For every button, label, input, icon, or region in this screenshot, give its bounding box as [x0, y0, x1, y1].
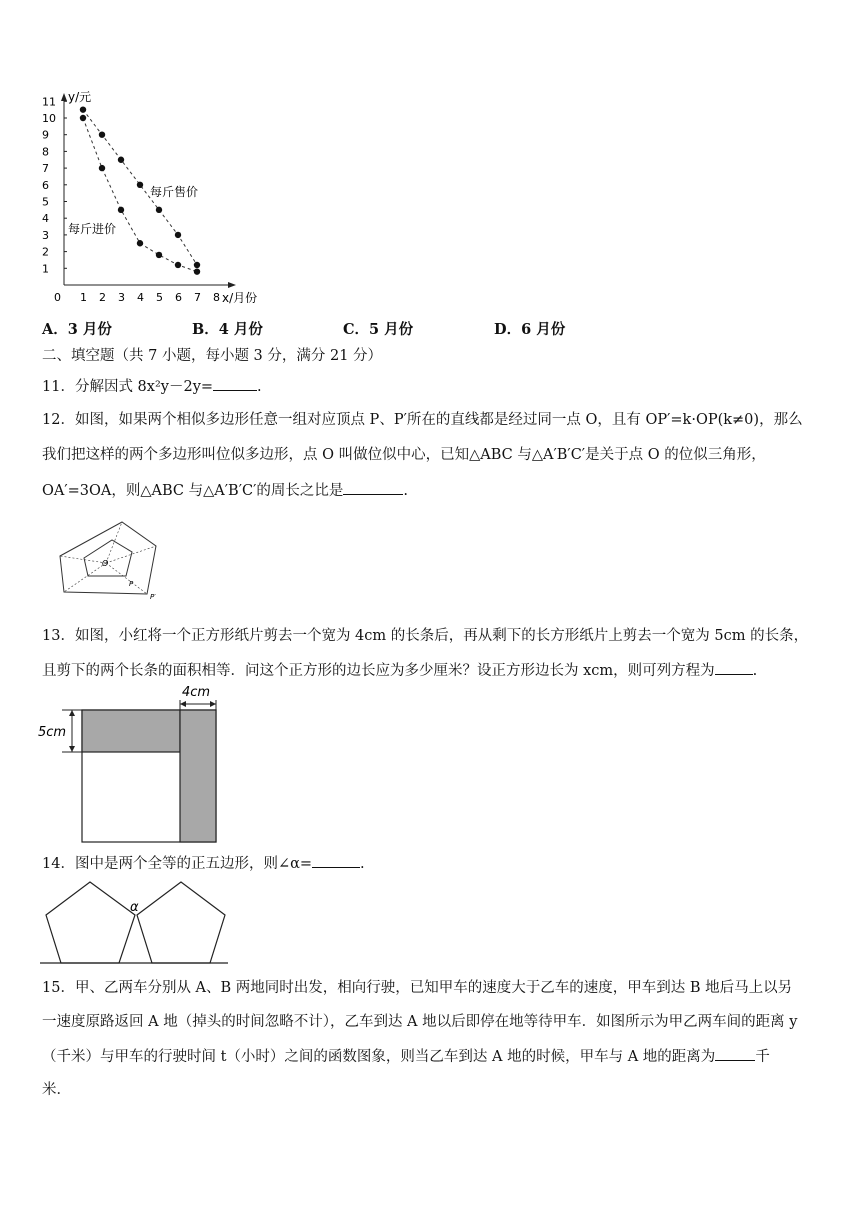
answer-blank[interactable]	[715, 660, 753, 675]
buy-price-label: 每斤进价	[68, 222, 117, 236]
y-tick-label: 11	[42, 95, 56, 109]
price-chart	[30, 85, 280, 310]
x-tick-label: 7	[194, 291, 201, 304]
answer-blank[interactable]	[312, 853, 360, 868]
answer-blank[interactable]	[715, 1046, 755, 1061]
question-11	[42, 376, 262, 397]
section-title: 二、填空题（共 7 小题，每小题 3 分，满分 21 分）	[42, 348, 383, 364]
pentagons-figure	[38, 878, 230, 968]
label-4cm: 4cm	[182, 685, 211, 700]
y-tick-label: 2	[42, 245, 49, 259]
question-15-line2: 一速度原路返回 A 地（掉头的时间忽略不计），乙车到达 A 地以后即停在地等待甲车．如图所示为甲乙两车间的距离 y	[42, 1014, 798, 1030]
buy-price-point	[80, 115, 86, 121]
question-12-line1: 12．如图，如果两个相似多边形任意一组对应顶点 P、P′所在的直线都是经过同一点 O，且有 OP′=k·OP(k≠0)，那么	[42, 412, 803, 428]
arrowhead	[69, 746, 75, 752]
y-tick-label: 10	[42, 112, 56, 125]
x-axis-arrow	[228, 282, 236, 288]
choice-letter: B．	[192, 321, 219, 338]
x-tick-label: 0	[54, 291, 61, 304]
y-tick-label: 5	[42, 195, 49, 209]
y-tick-label: 8	[42, 145, 49, 159]
buy-price-point	[175, 262, 181, 268]
choice-text: 5 月份	[369, 321, 414, 338]
label-5cm: 5cm	[38, 725, 67, 740]
question-15-line1: 15．甲、乙两车分别从 A、B 两地同时出发，相向行驶，已知甲车的速度大于乙车的速度，甲车到达 B 地后马上以另	[42, 980, 793, 996]
question-text: OA′=3OA，则△ABC 与△A′B′C′的周长之比是	[42, 483, 344, 499]
choice-a[interactable]	[42, 318, 112, 339]
y-tick-label: 7	[42, 162, 49, 176]
answer-blank[interactable]	[213, 376, 257, 391]
label-o: O	[102, 559, 109, 568]
question-number: 11．	[42, 379, 75, 395]
choice-c[interactable]	[343, 318, 413, 339]
choice-letter: C．	[343, 321, 370, 338]
choice-d[interactable]	[494, 318, 565, 339]
choice-letter: D．	[494, 321, 522, 338]
question-end: 千	[755, 1049, 770, 1065]
x-tick-label: 1	[80, 291, 87, 304]
question-end: .	[257, 379, 262, 395]
buy-price-point	[99, 165, 105, 171]
question-text: 分解因式 8x²y－2y=	[74, 379, 214, 395]
x-tick-label: 5	[156, 291, 163, 304]
label-p: P	[129, 580, 134, 588]
choice-letter: A．	[42, 321, 68, 338]
sell-price-point	[118, 157, 124, 163]
x-axis-label: x/月份	[222, 291, 258, 305]
question-12-line3	[42, 480, 408, 501]
sell-price-point	[156, 207, 162, 213]
question-15-line3	[42, 1046, 770, 1067]
buy-price-point	[137, 240, 143, 246]
y-axis-arrow	[61, 93, 67, 101]
choice-b[interactable]	[192, 318, 263, 339]
ray	[64, 563, 106, 592]
y-tick-label: 1	[42, 262, 49, 276]
right-pentagon	[137, 882, 225, 963]
sell-price-point	[99, 132, 105, 138]
x-tick-label: 6	[175, 291, 182, 304]
square-strips-figure	[36, 684, 226, 846]
question-15-line4: 米．	[42, 1082, 71, 1098]
buy-price-point	[194, 268, 200, 274]
label-p-prime: P′	[150, 593, 156, 600]
ray	[106, 563, 147, 594]
choice-text: 4 月份	[218, 321, 263, 338]
answer-blank[interactable]	[343, 480, 403, 495]
choice-text: 6 月份	[521, 321, 566, 338]
y-tick-label: 3	[42, 228, 49, 242]
sell-price-label: 每斤售价	[150, 185, 199, 199]
question-end: .	[360, 856, 365, 872]
question-14	[42, 853, 365, 874]
question-13-line1: 13．如图，小红将一个正方形纸片剪去一个宽为 4cm 的长条后，再从剩下的长方形纸片上剪去一个宽为 5cm 的长条，	[42, 628, 809, 644]
strip-5cm	[82, 710, 180, 752]
x-tick-label: 4	[137, 291, 144, 304]
y-tick-label: 6	[42, 178, 49, 192]
choice-text: 3 月份	[67, 321, 112, 338]
buy-price-point	[118, 207, 124, 213]
sell-price-point	[175, 232, 181, 238]
question-text: （千米）与甲车的行驶时间 t（小时）之间的函数图象，则当乙车到达 A 地的时候，甲车与 A 地的距离为	[42, 1049, 716, 1065]
question-13-line2	[42, 660, 757, 681]
x-tick-label: 3	[118, 291, 125, 304]
question-end: .	[403, 483, 408, 499]
x-tick-label: 8	[213, 291, 220, 304]
left-pentagon	[46, 882, 135, 963]
question-text: 且剪下的两个长条的面积相等．问这个正方形的边长应为多少厘米？设正方形边长为 xcm，则可列方程为	[42, 663, 715, 679]
y-tick-label: 9	[42, 128, 49, 142]
arrowhead	[69, 710, 75, 716]
sell-price-point	[137, 182, 143, 188]
question-text: 14．图中是两个全等的正五边形，则∠α=	[42, 856, 313, 872]
y-axis-label: y/元	[68, 90, 92, 104]
buy-price-point	[156, 252, 162, 258]
y-tick-label: 4	[42, 212, 49, 226]
angle-alpha: α	[130, 900, 139, 915]
ray	[60, 556, 106, 563]
question-end: .	[752, 663, 758, 679]
question-12-line2: 我们把这样的两个多边形叫位似多边形，点 O 叫做位似中心，已知△ABC 与△A′B′C′是关于点 O 的位似三角形，	[42, 447, 766, 463]
arrowhead	[180, 701, 186, 707]
homothety-figure	[52, 518, 164, 600]
sell-price-point	[194, 262, 200, 268]
arrowhead	[210, 701, 216, 707]
sell-price-point	[80, 106, 86, 112]
strip-4cm	[180, 710, 216, 842]
x-tick-label: 2	[99, 291, 106, 304]
